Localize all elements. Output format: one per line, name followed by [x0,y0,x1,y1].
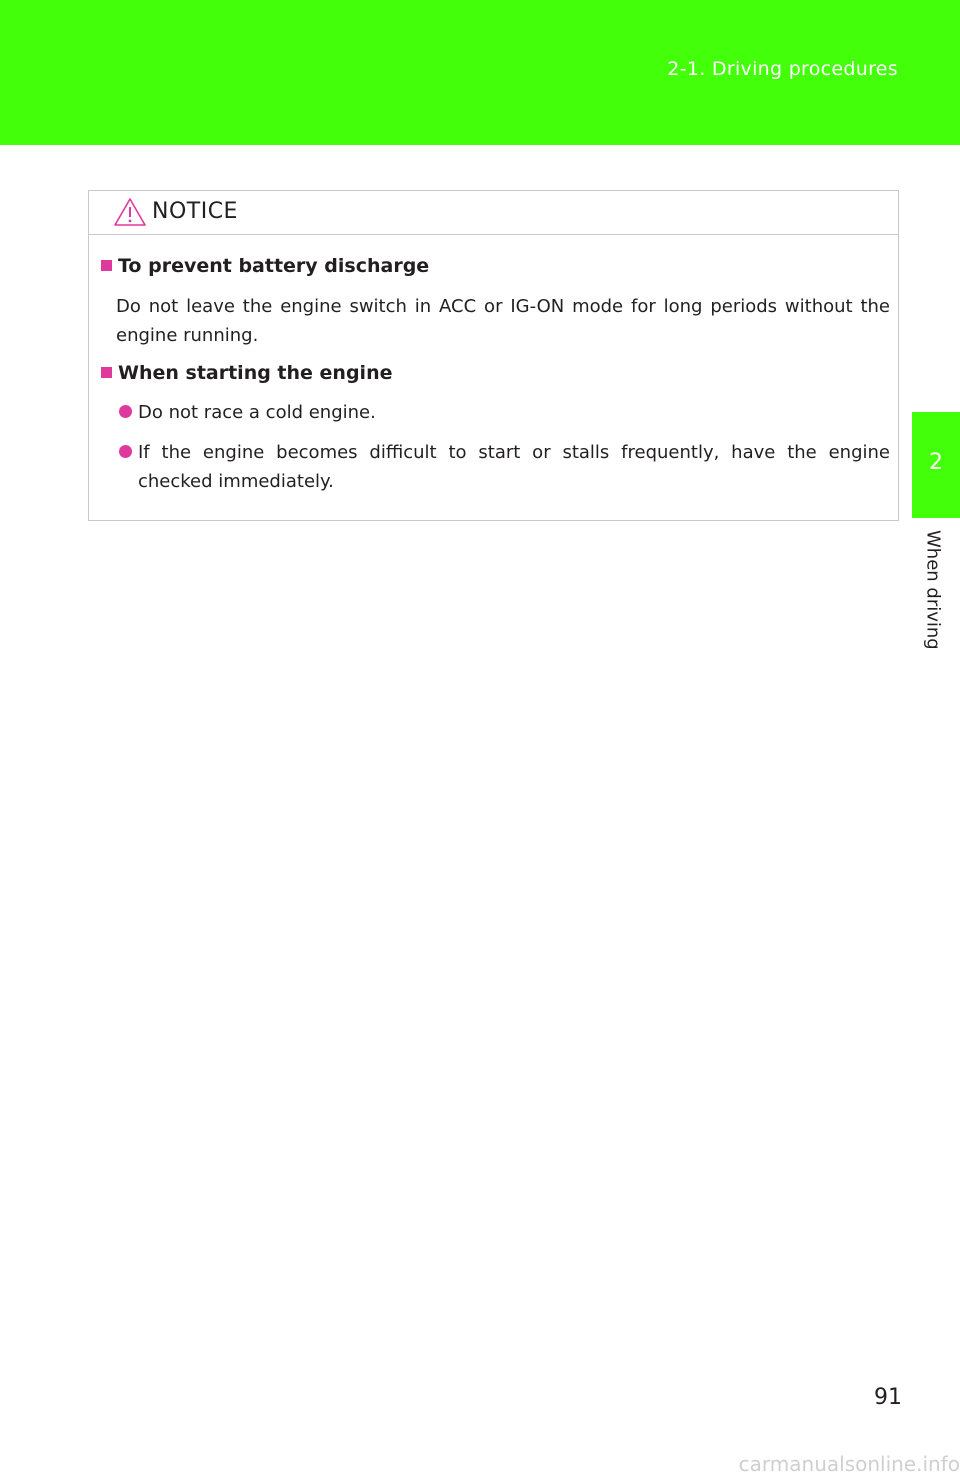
page-number: 91 [874,1385,902,1410]
chapter-tab [912,412,960,518]
list-item-text: Do not race a cold engine. [138,402,376,423]
notice-header [89,191,898,235]
chapter-label: When driving [922,530,944,650]
notice-box [88,190,899,521]
section-paragraph: Do not leave the engine switch in ACC or IG-ON mode for long periods without the engine running. [116,296,890,346]
section-heading-text: When starting the engine [118,362,393,384]
round-bullet-icon [119,445,132,458]
watermark: carmanualsonline.info [738,1452,960,1476]
section-heading [101,362,392,384]
square-bullet-icon [101,367,112,378]
section-title: 2-1. Driving procedures [667,58,898,80]
round-bullet-icon [119,405,132,418]
section-heading-text: To prevent battery discharge [118,255,430,277]
section-heading [101,255,429,277]
chapter-label-container [918,530,948,690]
square-bullet-icon [101,260,112,271]
warning-triangle-icon [113,197,147,227]
header-band [0,0,960,145]
notice-title: NOTICE [152,199,238,224]
list-item-text: If the engine becomes difficult to start or stalls frequently, have the engine checked immediately. [138,442,890,492]
chapter-number: 2 [929,450,943,475]
